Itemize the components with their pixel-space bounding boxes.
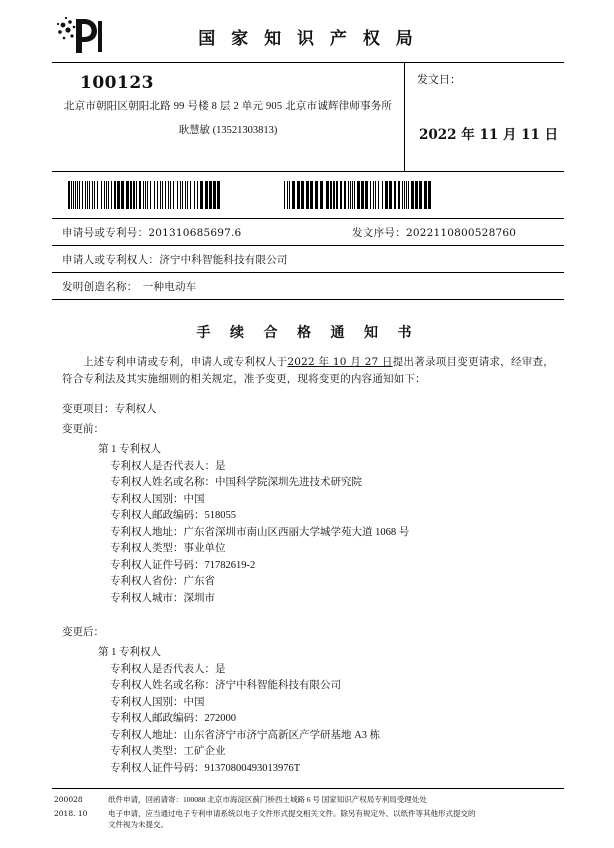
after-row: 专利权人证件号码：91370800493013976T: [110, 762, 301, 774]
after-change-label: 变更后：: [62, 627, 104, 638]
footer-date: 2018. 10: [54, 808, 88, 818]
dispatch-serial-field: [352, 225, 516, 240]
dispatch-serial-value: 2022110800528760: [406, 227, 517, 239]
issue-date-label: 发文日：: [417, 74, 461, 86]
row-application-number: [52, 219, 564, 246]
document-header: [52, 10, 564, 63]
after-row: 专利权人国别：中国: [110, 696, 205, 708]
before-row: 专利权人地址：广东省深圳市南山区西丽大学城学苑大道 1068 号: [110, 526, 410, 538]
after-heading: 第 1 专利权人: [98, 647, 161, 658]
before-row: 专利权人类型：事业单位: [110, 543, 226, 554]
before-row: 专利权人证件号码：71782619-2: [110, 559, 256, 571]
after-row: 专利权人地址：山东省济宁市济宁高新区产学研基地 A3 栋: [110, 729, 381, 741]
document-body: [52, 322, 564, 777]
before-heading: 第 1 专利权人: [98, 444, 161, 455]
paragraph-part-2: 提出著录项目变更请求，经审查，符合专利法及其实施细则的相关规定，准予变更，现将变更的内容通知如下：: [62, 357, 554, 385]
before-row: 专利权人是否代表人：是: [110, 460, 226, 472]
applicant-field: [62, 252, 288, 267]
applicant-value: 济宁中科智能科技有限公司: [159, 254, 288, 266]
after-row: 专利权人姓名或名称：济宁中科智能科技有限公司: [110, 680, 341, 691]
barcode-band: [52, 172, 564, 219]
after-row: 专利权人是否代表人：是: [110, 663, 226, 675]
after-change-block: [98, 645, 564, 777]
footer-row: [52, 794, 564, 806]
document-title: 手 续 合 格 通 知 书: [196, 326, 420, 341]
addressee-area: [52, 63, 404, 171]
invention-title-label: 发明创造名称：: [62, 282, 138, 293]
main-paragraph: [62, 354, 554, 388]
row-invention-title: [52, 273, 564, 300]
application-number-value: 201310685697.6: [148, 227, 242, 239]
application-number-field: [62, 225, 241, 240]
request-date: 2022 年 10 月 27 日: [287, 356, 393, 368]
applicant-label: 申请人或专利权人：: [62, 255, 160, 266]
dispatch-serial-label: 发文序号：: [352, 228, 406, 239]
before-row: 专利权人邮政编码：518055: [110, 510, 236, 521]
addressee-address: 北京市朝阳区朝阳北路 99 号楼 8 层 2 单元 905 北京市诚辉律师事务所: [63, 101, 393, 112]
barcode-dispatch-serial: [284, 181, 434, 209]
issue-date-area: [404, 63, 564, 171]
row-applicant: [52, 246, 564, 273]
document-footer: [52, 788, 564, 831]
after-row: 专利权人邮政编码：272000: [110, 713, 236, 724]
before-row: 专利权人国别：中国: [110, 493, 205, 505]
address-block: [52, 63, 564, 172]
page-title: 国 家 知 识 产 权 局: [198, 29, 418, 49]
paragraph-part-1: 上述专利申请或专利，申请人或专利权人于: [83, 357, 288, 368]
footer-line-1: 纸件申请，回函请寄：100088 北京市海淀区蓟门桥西土城路 6 号 国家知识产权局专利局受理处处: [108, 795, 427, 804]
invention-title-value: 一种电动车: [142, 281, 197, 293]
footer-line-2-text: 应当通过电子专利申请系统以电子文件形式提交相关文件。除另有规定外、以纸件等其他形式提交的: [145, 808, 476, 818]
footer-code: 200028: [54, 795, 83, 804]
issue-date-value: 2022 年 11 月 11 日: [419, 127, 559, 143]
addressee-recipient: 耿慧敏 (13521303813): [178, 125, 278, 136]
before-row: 专利权人姓名或名称：中国科学院深圳先进技术研究院: [110, 477, 362, 488]
footer-line-2: [108, 808, 564, 820]
application-number-label: 申请号或专利号：: [62, 228, 149, 239]
before-row: 专利权人城市：深圳市: [110, 592, 215, 604]
postcode: 100123: [80, 73, 154, 93]
before-change-label: 变更前：: [62, 424, 104, 435]
invention-title-field: [62, 279, 196, 294]
document-sheet: [52, 10, 564, 838]
change-item-label: 变更项目：专利权人: [62, 404, 157, 415]
footer-line-3: 文件视为未提交。: [108, 820, 168, 829]
before-row: 专利权人省份：广东省: [110, 576, 215, 587]
footer-row: [52, 808, 564, 831]
cnipa-logo-icon: [54, 16, 112, 56]
footer-line-2-label: 电子申请，: [108, 808, 146, 818]
barcode-application-number: [68, 181, 221, 209]
before-change-block: [98, 442, 564, 607]
after-row: 专利权人类型：工矿企业: [110, 746, 226, 757]
